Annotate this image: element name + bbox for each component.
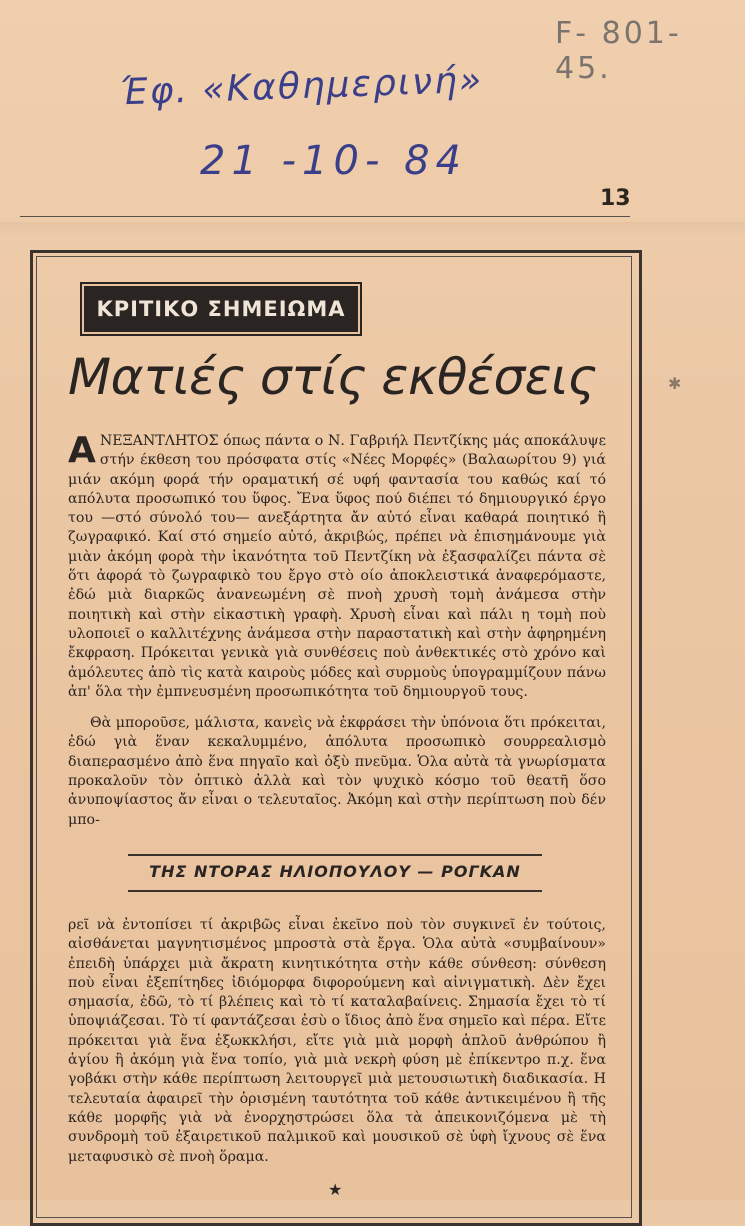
- drop-cap: Α: [68, 430, 96, 471]
- article-body-top: [68, 432, 606, 830]
- star-ornament: ★: [328, 1180, 343, 1199]
- archive-code-annotation: F- 801- 45.: [555, 16, 682, 86]
- paragraph-3: ρεῖ νὰ ἐντοπίσει τί ἀκριβῶς εἶναι ἐκεῖνο ποὺ τὸν συγκινεῖ ἐν τούτοις, αἰσθάνεται μαγνητισμένος μπροστὰ στὰ ἔργα. Ὁλα αὐτὰ «συμβαίνουν» ἐπειδὴ ὑπάρχει μιὰ ἄκρατη κινητικότητα στὴν κάθε σύνθεση: σύνθεση ποὺ εἶναι ἐξεπίτηδες ἰδιόμορφα διφορούμενη καὶ αἰνιγματικὴ. Δὲν ἔχει σημασία, ἐδῶ, τὸ τί βλέπεις καὶ τὸ τί καταλαβαίνεις. Σημασία ἔχει τὸ τί ὑποψιάζεσαι. Τὸ τί φαντάζεσαι ἐσὺ ο ἴδιος ἀπὸ ἕνα σημεῖο καὶ πέρα. Εἴτε πρόκειται γιὰ ἕνα ἐξωκκλήσι, εἴτε γιὰ μιὰ μορφὴ ἁπλοῦ ἀνθρώπου ἢ ἁγίου ἢ ἀκόμη γιὰ ἕνα τοπίο, γιὰ μιὰ νεκρὴ φύση μὲ ἐπίκεντρο π.χ. ἕνα γοβάκι στὴν κάθε περίπτωση λειτουργεῖ μιὰ μετουσιωτικὴ διαδικασία. Η τελευταία ἀφαιρεῖ τὴν ὁρισμένη ταυτότητα τοῦ κάθε ἀντικειμένου ἢ τῆς κάθε μορφῆς γιὰ νὰ ἐνορχηστρώσει ὅλα τὰ ἀπεικονιζόμενα μὲ τὴ συνδρομὴ τοῦ ἐξαιρετικοῦ παλμικοῦ καὶ μουσικοῦ σὲ ὑφὴ ἴχνους σὲ ἕνα μεταφυσικὸ σὲ πνοὴ ὅραμα.: [68, 917, 606, 1165]
- newspaper-name-annotation: Έφ. «Καθημερινή»: [119, 59, 484, 114]
- date-annotation: 21 -10- 84: [200, 138, 467, 184]
- top-rule: [20, 216, 630, 217]
- paragraph-1: [68, 432, 606, 702]
- clipping-fold: [0, 222, 745, 236]
- rubric-label: ΚΡΙΤΙΚΟ ΣΗΜΕΙΩΜΑ: [84, 286, 358, 332]
- ink-mark: ✱: [668, 374, 682, 393]
- page-number: 13: [600, 186, 631, 211]
- paragraph-1-text: ΝΕΞΑΝΤΛΗΤΟΣ όπως πάντα ο Ν. Γαβριήλ Πεντζίκης μάς αποκάλυψε στήν έκθεση του πρόσφατα στίς «Νέες Μορφές» (Βαλαωρίτου 9) γιά μιάν ακόμη φορά τήν οραματική σέ υφή φαντασία του καθώς καί τό απόλυτα προσωπικό του ὕφος. Ἔνα ὕφος πού διέπει τό δημιουργικό έργο του —στό σύνολό του— ανεξάρτητα ἄν αὐτό εἶναι καθαρά ποιητικό ἢ ζωγραφικό. Καί στό σημείο αὐτό, ἀκριβώς, πρέπει νὰ ἐπισημάνουμε γιὰ μιὰν ἀκόμη φορὰ τὴν ἱκανότητα τοῦ Πεντζίκη νὰ ἐξασφαλίζει πάντα σὲ ὅτι ἀφορά τὸ ζωγραφικὸ του ἔργο στὸ οίο ἀποκλειστικά ἀναφερόμαστε, ἐδώ μιὰ διαρκῶς ἀνανεωμένη σὲ πνοὴ χρυσὴ τομὴ ἀνάμεσα στὴν ποιητικὴ καὶ στὴν εἰκαστικὴ γραφὴ. Χρυσὴ εἶναι καὶ πάλι η τομὴ ποὺ υλοποιεῖ ο καλλιτέχνης ἀνάμεσα στὴν παραστατικὴ καὶ στὴν ἀφηρημένη ἔκφραση. Πρόκειται γενικὰ γιὰ συνθέσεις ποὺ ἀνθεκτικές στὸ χρόνο καὶ ἀμόλευτες ἀπὸ τὶς κατὰ καιροὺς μόδες καὶ συρμοὺς ὑπογραμμίζουν πάνω ἀπ' ὅλα τὴν ἐμπνευσμένη προσωπικότητα τοῦ δημιουργοῦ τους.: [68, 433, 606, 700]
- paragraph-2: Θὰ μποροῦσε, μάλιστα, κανεὶς νὰ ἐκφράσει τὴν ὑπόνοια ὅτι πρόκειται, ἐδώ γιὰ ἕναν κεκαλυμμένο, ἀπόλυτα προσωπικὸ σουρρεαλισμὸ διαπερασμένο ἀπὸ ἕνα πηγαῖο καὶ ὀξὺ πνεῦμα. Ὁλα αὐτὰ τὰ γνωρίσματα προκαλοῦν τὸν ὀπτικὸ ἀλλὰ καὶ τὸν ψυχικὸ κόσμο τοῦ θεατῆ ὅσο ἀνυποψίαστος ἄν εἶναι ο τελευταῖος. Ἀκόμη καὶ στὴν περίπτωση ποὺ δέν μπο-: [68, 715, 606, 828]
- byline-rule-bottom: [128, 890, 542, 892]
- byline-rule-top: [128, 854, 542, 856]
- article-title: Ματιές στίς εκθέσεις: [68, 348, 597, 406]
- article-body-bottom: [68, 916, 606, 1167]
- author-byline: ΤΗΣ ΝΤΟΡΑΣ ΗΛΙΟΠΟΥΛΟΥ — ΡΟΓΚΑΝ: [149, 862, 521, 881]
